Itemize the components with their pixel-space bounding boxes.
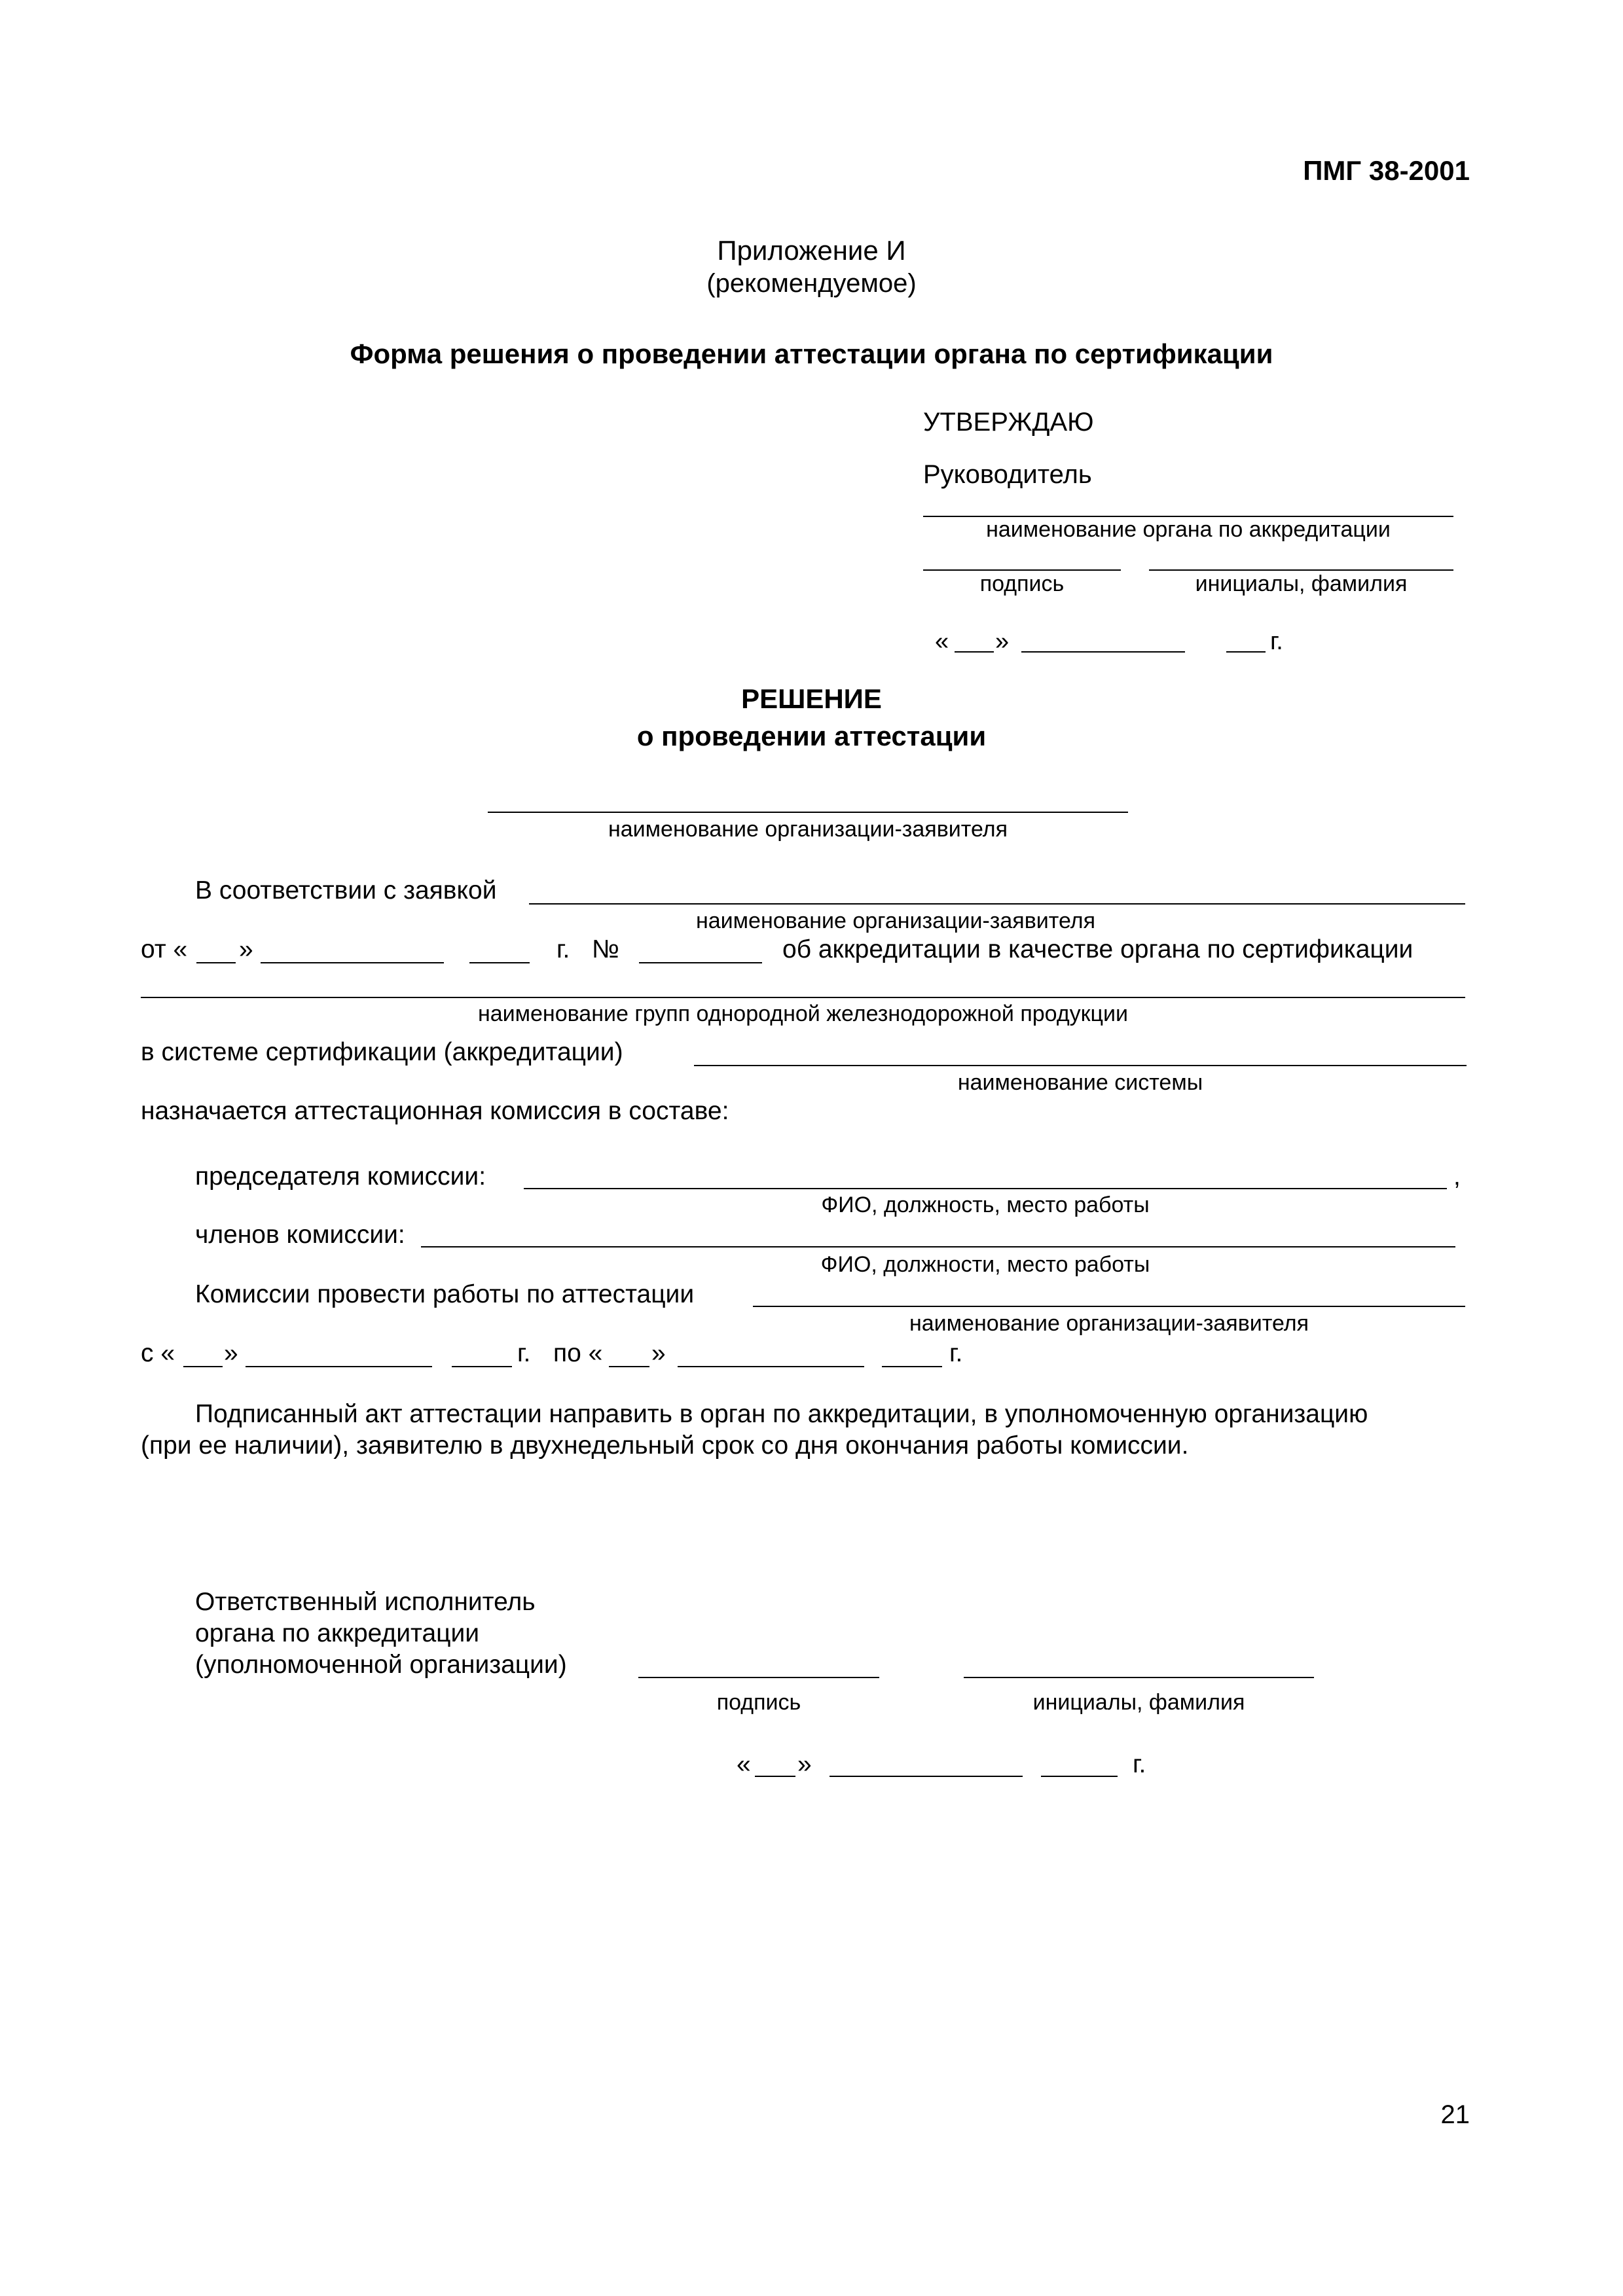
- from-year-line[interactable]: [469, 962, 530, 963]
- document-code: ПМГ 38-2001: [1303, 155, 1470, 186]
- period-to-year-suffix: г.: [949, 1339, 963, 1367]
- responsible-name-line[interactable]: [964, 1677, 1314, 1678]
- decision-subtitle: о проведении аттестации: [636, 721, 987, 751]
- footer-date-open-quote: «: [737, 1750, 751, 1778]
- approve-label: УТВЕРЖДАЮ: [923, 408, 1094, 437]
- period-from-close-quote: »: [224, 1339, 238, 1367]
- applicant-caption: наименование организации-заявителя: [608, 817, 1008, 842]
- period-to-year-line[interactable]: [882, 1366, 942, 1367]
- conduct-applicant-caption: наименование организации-заявителя: [909, 1311, 1309, 1336]
- decision-title: РЕШЕНИЕ: [741, 683, 882, 714]
- from-close-quote: »: [239, 935, 253, 963]
- responsible-signature-line[interactable]: [638, 1677, 879, 1678]
- day-line[interactable]: [955, 651, 994, 653]
- footer-year-suffix: г.: [1133, 1750, 1146, 1778]
- period-to-month-line[interactable]: [678, 1366, 864, 1367]
- period-from-day-line[interactable]: [183, 1366, 223, 1367]
- chairman-label: председателя комиссии:: [195, 1162, 486, 1191]
- from-month-line[interactable]: [261, 962, 444, 963]
- product-groups-caption: наименование групп однородной железнодорожной продукции: [477, 1001, 1129, 1026]
- per-application-label: В соответствии с заявкой: [195, 876, 497, 905]
- from-day-line[interactable]: [196, 962, 236, 963]
- period-to-day-line[interactable]: [609, 1366, 649, 1367]
- application-applicant-line[interactable]: [529, 903, 1465, 905]
- period-from-month-line[interactable]: [246, 1366, 432, 1367]
- responsible-line-2: органа по аккредитации: [195, 1619, 480, 1647]
- system-caption: наименование системы: [957, 1070, 1203, 1095]
- footer-date-close-quote: »: [797, 1750, 812, 1778]
- period-to-close-quote: »: [651, 1339, 666, 1367]
- period-from-year-line[interactable]: [452, 1366, 512, 1367]
- members-caption: ФИО, должности, место работы: [820, 1252, 1150, 1277]
- month-line[interactable]: [1021, 651, 1185, 653]
- members-line[interactable]: [421, 1246, 1455, 1247]
- commission-text: назначается аттестационная комиссия в составе:: [141, 1097, 729, 1125]
- signature-line[interactable]: [923, 569, 1121, 571]
- conduct-label: Комиссии провести работы по аттестации: [195, 1280, 695, 1308]
- period-from-year-suffix: г.: [517, 1339, 531, 1367]
- responsible-line-1: Ответственный исполнитель: [195, 1588, 536, 1616]
- members-label: членов комиссии:: [195, 1221, 405, 1249]
- product-groups-line[interactable]: [141, 997, 1465, 998]
- name-caption: инициалы, фамилия: [1195, 571, 1408, 596]
- org-name-caption: наименование органа по аккредитации: [986, 517, 1391, 542]
- head-label: Руководитель: [923, 460, 1092, 489]
- accreditation-text: об аккредитации в качестве органа по сертификации: [782, 935, 1413, 963]
- period-from-label: с «: [141, 1339, 175, 1367]
- signature-caption: подпись: [979, 571, 1065, 596]
- footer-day-line[interactable]: [755, 1776, 795, 1777]
- name-line[interactable]: [1149, 569, 1453, 571]
- appendix-note: (рекомендуемое): [706, 269, 917, 298]
- number-line[interactable]: [639, 962, 762, 963]
- chairman-line[interactable]: [524, 1188, 1447, 1189]
- paragraph-line-2: (при ее наличии), заявителю в двухнедельный срок со дня окончания работы комиссии.: [141, 1431, 1189, 1460]
- paragraph-line-1: Подписанный акт аттестации направить в орган по аккредитации, в уполномоченную организацию: [195, 1400, 1368, 1428]
- year-suffix: г.: [1270, 628, 1283, 655]
- period-to-label: по «: [553, 1339, 603, 1367]
- form-title: Форма решения о проведении аттестации органа по сертификации: [350, 338, 1273, 369]
- chairman-comma: ,: [1453, 1162, 1461, 1191]
- number-sign: №: [592, 935, 619, 963]
- responsible-name-caption: инициалы, фамилия: [1032, 1690, 1245, 1715]
- application-applicant-caption: наименование организации-заявителя: [696, 908, 1095, 933]
- responsible-signature-caption: подпись: [716, 1690, 801, 1715]
- year-line[interactable]: [1226, 651, 1266, 653]
- system-line[interactable]: [694, 1065, 1467, 1066]
- from-label: от «: [141, 935, 188, 963]
- in-system-label: в системе сертификации (аккредитации): [141, 1038, 623, 1066]
- chairman-caption: ФИО, должность, место работы: [821, 1193, 1150, 1217]
- responsible-line-3: (уполномоченной организации): [195, 1651, 567, 1679]
- footer-year-line[interactable]: [1041, 1776, 1118, 1777]
- footer-month-line[interactable]: [830, 1776, 1023, 1777]
- applicant-line[interactable]: [488, 812, 1128, 813]
- date-open-quote: «: [935, 628, 949, 655]
- page-number: 21: [1440, 2100, 1470, 2129]
- appendix-title: Приложение И: [717, 235, 906, 266]
- date-close-quote: »: [995, 628, 1010, 655]
- from-year-suffix: г.: [556, 935, 570, 963]
- conduct-applicant-line[interactable]: [753, 1306, 1465, 1307]
